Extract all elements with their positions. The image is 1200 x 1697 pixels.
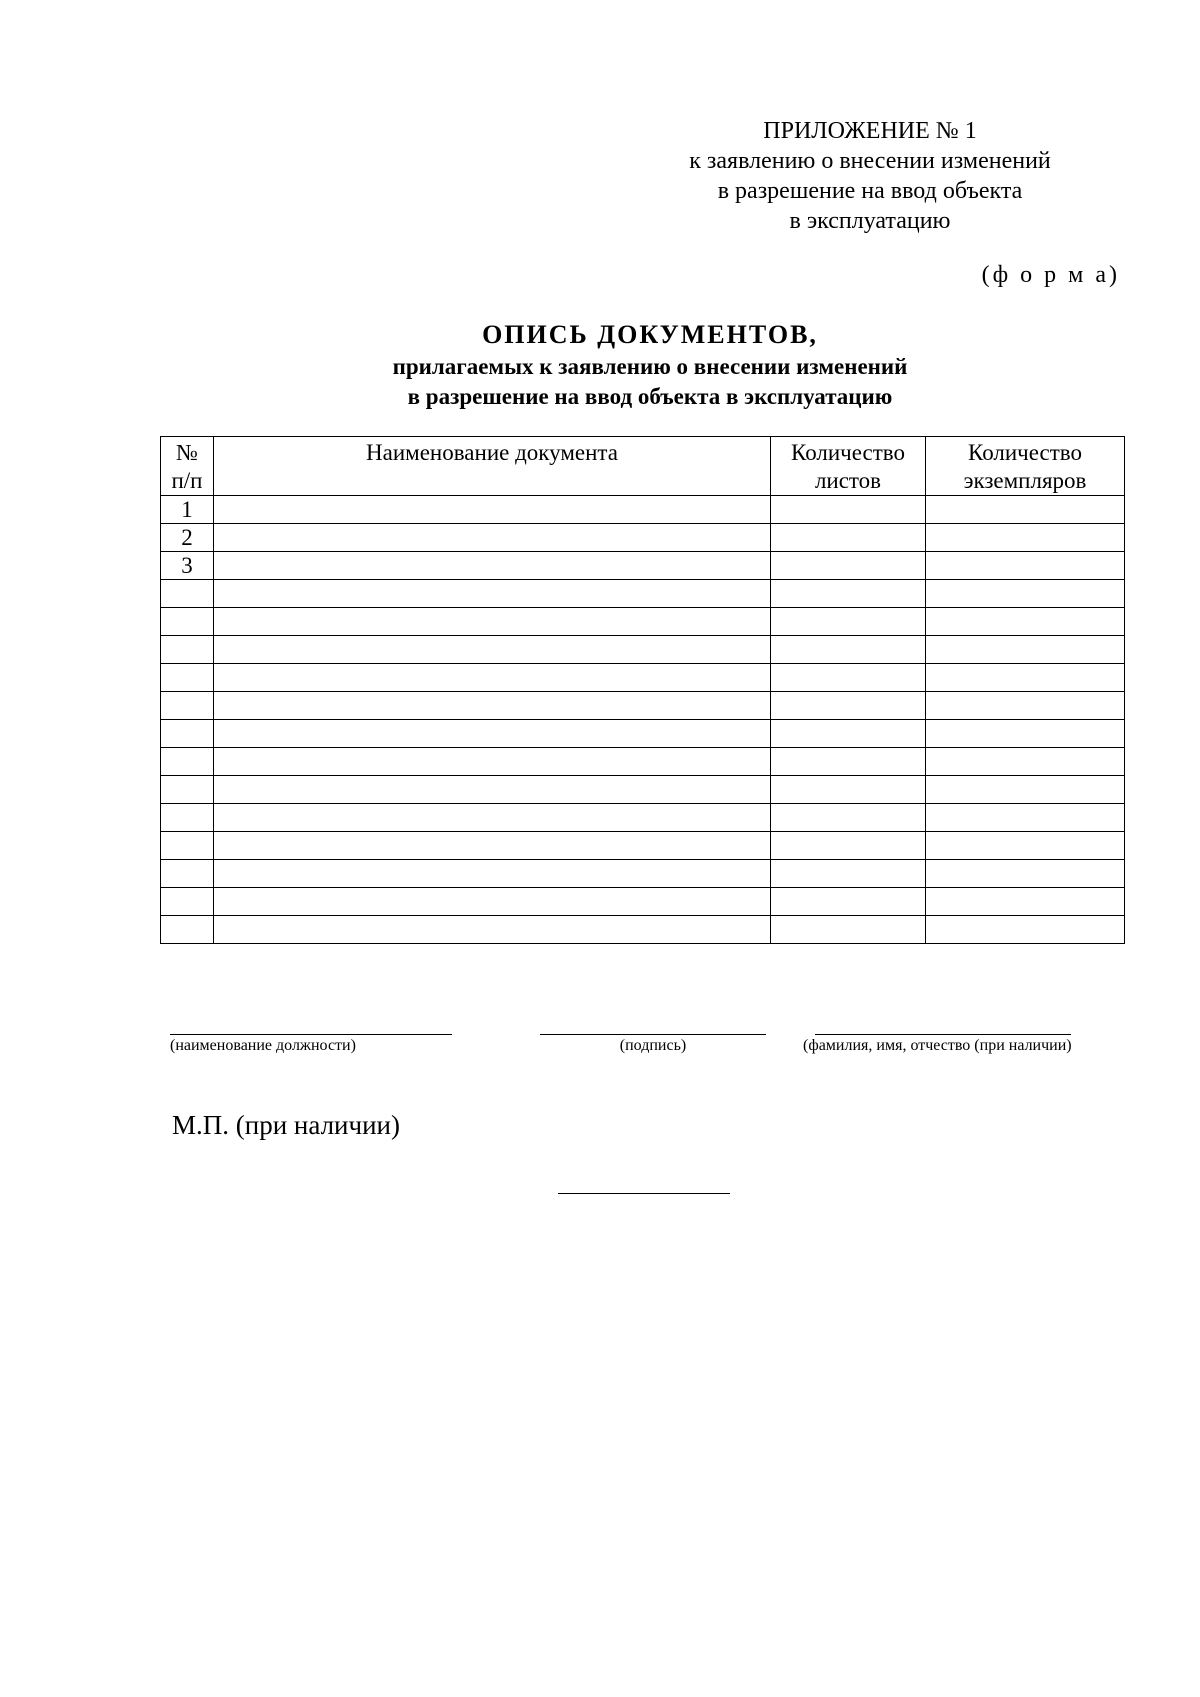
table-row bbox=[161, 916, 1125, 944]
inventory-table bbox=[160, 436, 1125, 944]
table-row bbox=[161, 524, 1125, 552]
table-row bbox=[161, 832, 1125, 860]
table-row bbox=[161, 720, 1125, 748]
cell-number bbox=[161, 580, 214, 608]
signature-caption: (подпись) bbox=[619, 1037, 687, 1054]
cell-number bbox=[161, 804, 214, 832]
signature-field bbox=[540, 1034, 766, 1056]
table-row bbox=[161, 776, 1125, 804]
cell-copy-count[interactable] bbox=[926, 720, 1125, 748]
cell-number: 2 bbox=[161, 524, 214, 552]
table-row bbox=[161, 860, 1125, 888]
cell-number bbox=[161, 916, 214, 944]
cell-copy-count[interactable] bbox=[926, 888, 1125, 916]
cell-document-name[interactable] bbox=[214, 888, 771, 916]
appendix-number: ПРИЛОЖЕНИЕ № 1 bbox=[763, 118, 977, 144]
cell-document-name[interactable] bbox=[214, 524, 771, 552]
table-row bbox=[161, 580, 1125, 608]
position-line[interactable] bbox=[170, 1034, 452, 1035]
cell-sheet-count[interactable] bbox=[771, 664, 926, 692]
cell-sheet-count[interactable] bbox=[771, 552, 926, 580]
cell-number bbox=[161, 720, 214, 748]
cell-copy-count[interactable] bbox=[926, 552, 1125, 580]
cell-number bbox=[161, 748, 214, 776]
cell-sheet-count[interactable] bbox=[771, 580, 926, 608]
cell-copy-count[interactable] bbox=[926, 748, 1125, 776]
cell-document-name[interactable] bbox=[214, 860, 771, 888]
cell-number bbox=[161, 776, 214, 804]
cell-sheet-count[interactable] bbox=[771, 692, 926, 720]
cell-number: 3 bbox=[161, 552, 214, 580]
cell-document-name[interactable] bbox=[214, 608, 771, 636]
position-signature-field bbox=[170, 1034, 452, 1056]
table-row bbox=[161, 748, 1125, 776]
cell-sheet-count[interactable] bbox=[771, 860, 926, 888]
cell-document-name[interactable] bbox=[214, 832, 771, 860]
cell-number bbox=[161, 832, 214, 860]
table-row bbox=[161, 804, 1125, 832]
cell-sheet-count[interactable] bbox=[771, 524, 926, 552]
cell-document-name[interactable] bbox=[214, 580, 771, 608]
cell-document-name[interactable] bbox=[214, 552, 771, 580]
header-copy-count: Количество экземпляров bbox=[926, 437, 1125, 496]
cell-sheet-count[interactable] bbox=[771, 720, 926, 748]
table-row bbox=[161, 888, 1125, 916]
end-divider bbox=[558, 1193, 730, 1194]
document-heading bbox=[0, 318, 1200, 412]
cell-sheet-count[interactable] bbox=[771, 888, 926, 916]
cell-sheet-count[interactable] bbox=[771, 496, 926, 524]
cell-number bbox=[161, 860, 214, 888]
cell-sheet-count[interactable] bbox=[771, 804, 926, 832]
fio-caption: (фамилия, имя, отчество (при наличии) bbox=[803, 1037, 1072, 1054]
cell-document-name[interactable] bbox=[214, 916, 771, 944]
cell-copy-count[interactable] bbox=[926, 636, 1125, 664]
cell-document-name[interactable] bbox=[214, 776, 771, 804]
table-row bbox=[161, 496, 1125, 524]
cell-document-name[interactable] bbox=[214, 664, 771, 692]
cell-document-name[interactable] bbox=[214, 748, 771, 776]
cell-copy-count[interactable] bbox=[926, 608, 1125, 636]
document-title: ОПИСЬ ДОКУМЕНТОВ, bbox=[482, 320, 818, 349]
cell-document-name[interactable] bbox=[214, 636, 771, 664]
table-row bbox=[161, 692, 1125, 720]
stamp-place: М.П. (при наличии) bbox=[172, 1110, 400, 1140]
appendix-line-2: к заявлению о внесении изменений bbox=[689, 148, 1051, 174]
cell-copy-count[interactable] bbox=[926, 916, 1125, 944]
cell-copy-count[interactable] bbox=[926, 692, 1125, 720]
cell-sheet-count[interactable] bbox=[771, 636, 926, 664]
cell-sheet-count[interactable] bbox=[771, 776, 926, 804]
cell-number bbox=[161, 692, 214, 720]
cell-copy-count[interactable] bbox=[926, 804, 1125, 832]
table-row bbox=[161, 608, 1125, 636]
document-subtitle-2: в разрешение на ввод объекта в эксплуатацию bbox=[407, 384, 893, 409]
cell-number bbox=[161, 636, 214, 664]
cell-copy-count[interactable] bbox=[926, 832, 1125, 860]
cell-copy-count[interactable] bbox=[926, 580, 1125, 608]
cell-copy-count[interactable] bbox=[926, 664, 1125, 692]
cell-sheet-count[interactable] bbox=[771, 608, 926, 636]
form-label: (ф о р м а) bbox=[981, 262, 1120, 288]
appendix-line-3: в разрешение на ввод объекта bbox=[717, 178, 1023, 204]
cell-sheet-count[interactable] bbox=[771, 916, 926, 944]
header-document-name: Наименование документа bbox=[214, 437, 771, 496]
cell-sheet-count[interactable] bbox=[771, 748, 926, 776]
cell-number bbox=[161, 888, 214, 916]
signature-line[interactable] bbox=[540, 1034, 766, 1035]
cell-number bbox=[161, 608, 214, 636]
cell-sheet-count[interactable] bbox=[771, 832, 926, 860]
fio-field bbox=[803, 1034, 1072, 1056]
header-sheet-count: Количество листов bbox=[771, 437, 926, 496]
cell-number bbox=[161, 664, 214, 692]
table-body bbox=[161, 496, 1125, 944]
cell-copy-count[interactable] bbox=[926, 860, 1125, 888]
position-caption: (наименование должности) bbox=[170, 1037, 356, 1054]
cell-copy-count[interactable] bbox=[926, 524, 1125, 552]
fio-line[interactable] bbox=[815, 1034, 1071, 1035]
cell-document-name[interactable] bbox=[214, 692, 771, 720]
cell-number: 1 bbox=[161, 496, 214, 524]
appendix-line-4: в эксплуатацию bbox=[789, 208, 951, 234]
table-row bbox=[161, 552, 1125, 580]
cell-copy-count[interactable] bbox=[926, 496, 1125, 524]
table-row bbox=[161, 636, 1125, 664]
table-header-row bbox=[161, 437, 1125, 496]
appendix-header bbox=[660, 116, 1080, 236]
cell-document-name[interactable] bbox=[214, 804, 771, 832]
cell-document-name[interactable] bbox=[214, 720, 771, 748]
cell-document-name[interactable] bbox=[214, 496, 771, 524]
table-row bbox=[161, 664, 1125, 692]
document-subtitle-1: прилагаемых к заявлению о внесении изменений bbox=[392, 354, 908, 379]
cell-copy-count[interactable] bbox=[926, 776, 1125, 804]
header-number: № п/п bbox=[161, 437, 214, 496]
